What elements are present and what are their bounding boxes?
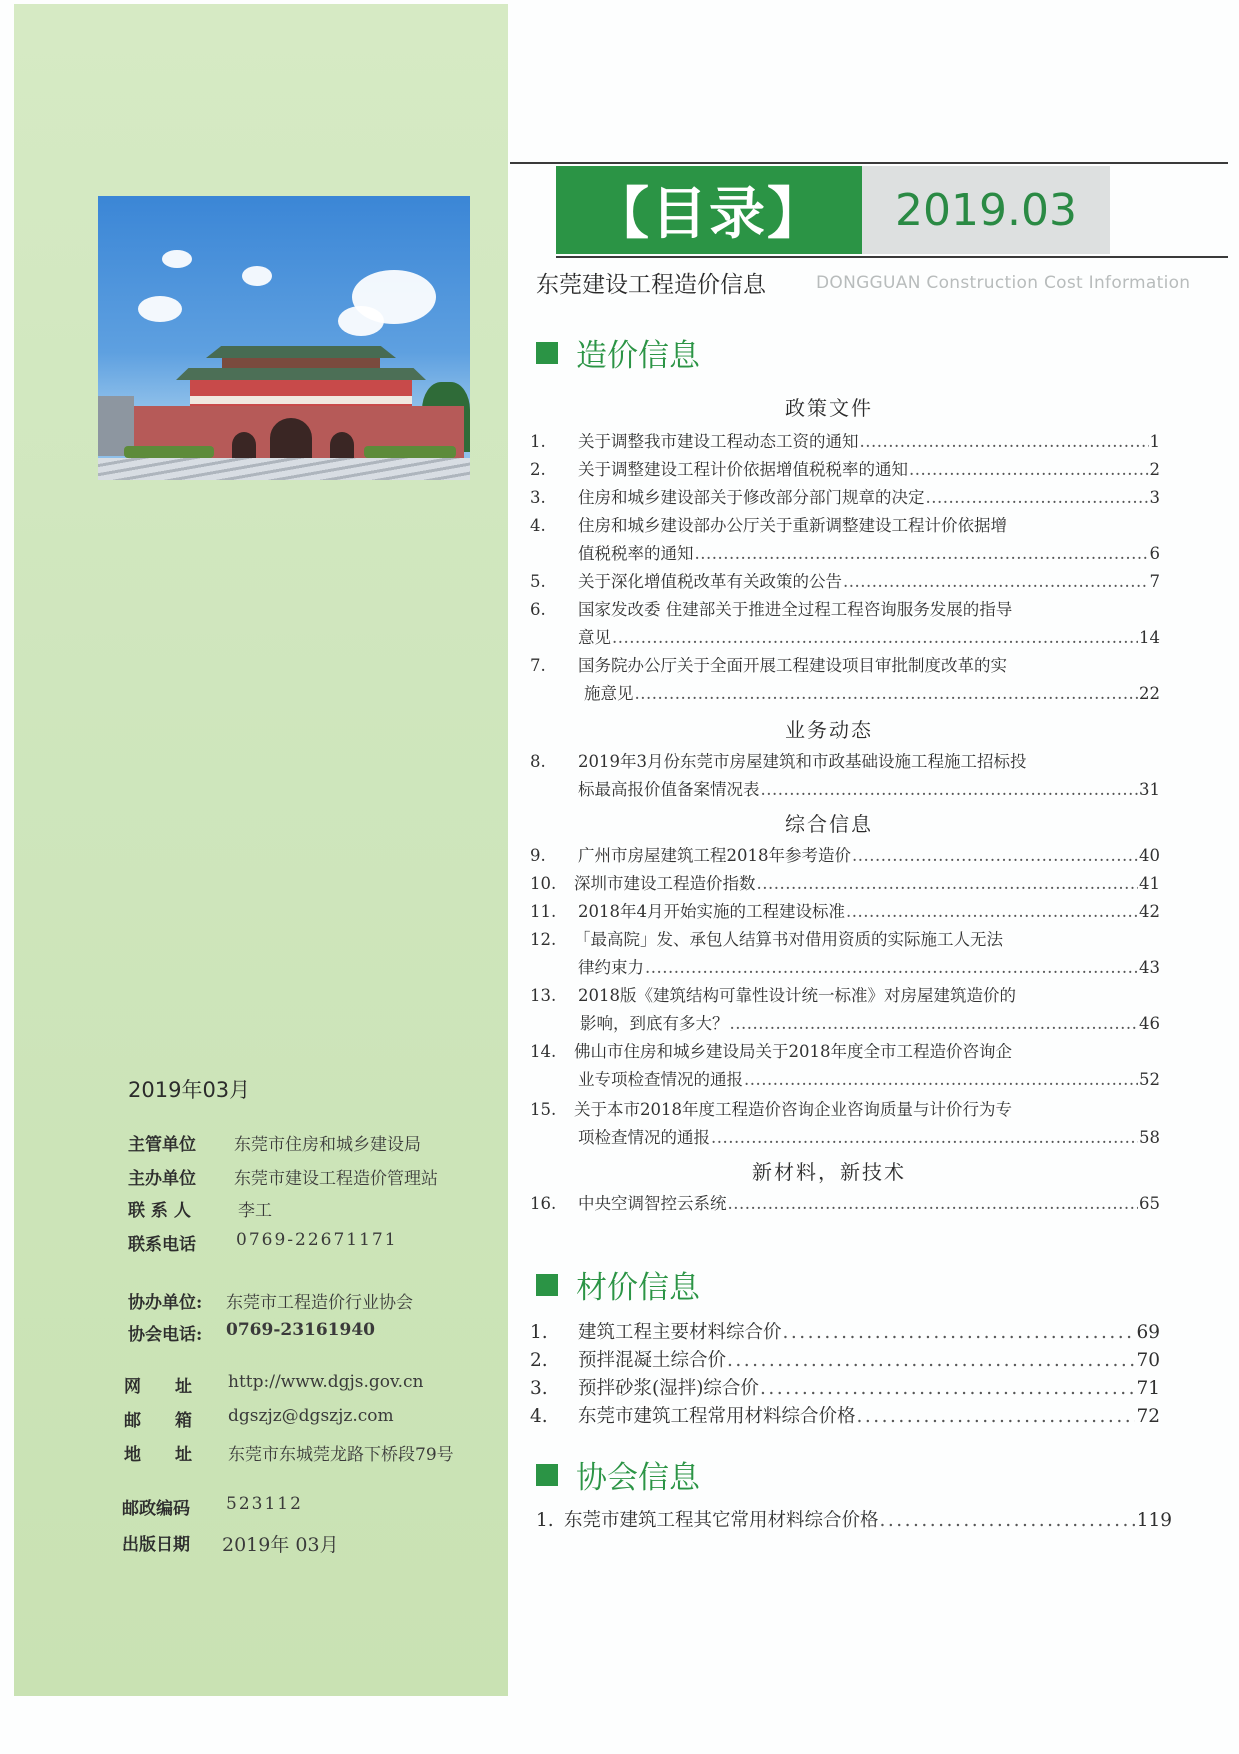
toc-entry[interactable]: 3. 预拌砂浆(湿拌)综合价 ..... 71 bbox=[530, 1374, 1160, 1400]
leader-dots bbox=[761, 780, 1139, 799]
toc-entry[interactable]: 7. 国务院办公厅关于全面开展工程建设项目审批制度改革的实 bbox=[530, 656, 1007, 675]
leader-dots bbox=[635, 684, 1139, 703]
toc-entry[interactable]: 4. 住房和城乡建设部办公厅关于重新调整建设工程计价依据增 bbox=[530, 516, 1007, 535]
magazine-title: 东莞建设工程造价信息 bbox=[536, 272, 766, 298]
hedge bbox=[364, 446, 456, 458]
magazine-title-en: DONGGUAN Construction Cost Information bbox=[816, 273, 1191, 293]
toc-entry-continued[interactable]: 影响，到底有多大？ ..... 46 bbox=[580, 1010, 1160, 1034]
gate-arch bbox=[330, 432, 354, 458]
toc-entry-continued[interactable]: 施意见 ..... 22 bbox=[584, 680, 1160, 704]
toc-entry-continued[interactable]: 值税税率的通知 ..... 6 bbox=[578, 540, 1160, 564]
leader-dots bbox=[843, 572, 1149, 591]
toc-entry[interactable]: 14. 佛山市住房和城乡建设局关于2018年度全市工程造价咨询企 bbox=[530, 1042, 1012, 1061]
toc-entry[interactable]: 15. 关于本市2018年度工程造价咨询企业咨询质量与计价行为专 bbox=[530, 1100, 1012, 1119]
toc-entry[interactable]: 16. 中央空调智控云系统 ..... 65 bbox=[530, 1190, 1160, 1214]
cover-issue-month: 2019年03月 bbox=[128, 1078, 251, 1102]
info-contact-person: 联 系 人 李工 bbox=[128, 1201, 272, 1221]
leader-dots bbox=[695, 544, 1149, 563]
cloud-shape bbox=[242, 266, 272, 286]
info-co-organizer: 协办单位: 东莞市工程造价行业协会 bbox=[128, 1293, 413, 1313]
info-postal-code: 邮政编码 523112 bbox=[122, 1494, 303, 1519]
leader-dots bbox=[645, 958, 1138, 977]
gate-upper-roof bbox=[206, 346, 396, 358]
cover-photo bbox=[98, 196, 470, 480]
green-square-icon bbox=[536, 342, 558, 364]
gate-arch bbox=[270, 418, 312, 458]
cloud-shape bbox=[162, 250, 192, 268]
subheading-general: 综合信息 bbox=[785, 812, 873, 836]
leader-dots bbox=[846, 902, 1138, 921]
info-contact-phone: 联系电话 0769-22671171 bbox=[128, 1230, 398, 1255]
leader-dots bbox=[711, 1128, 1138, 1147]
toc-entry-continued[interactable]: 意见 ..... 14 bbox=[578, 624, 1160, 648]
subheading-new-tech: 新材料，新技术 bbox=[752, 1160, 906, 1184]
cloud-shape bbox=[338, 306, 384, 336]
toc-entry[interactable]: 2. 关于调整建设工程计价依据增值税税率的通知 ..... 2 bbox=[530, 456, 1160, 480]
toc-entry[interactable]: 2. 预拌混凝土综合价 ..... 70 bbox=[530, 1346, 1160, 1372]
toc-entry[interactable]: 1. 建筑工程主要材料综合价 ..... 69 bbox=[530, 1318, 1160, 1344]
info-website: 网 址 http://www.dgjs.gov.cn bbox=[124, 1372, 424, 1397]
leader-dots bbox=[728, 1194, 1139, 1213]
gate-lower-roof bbox=[176, 368, 426, 380]
toc-entry-continued[interactable]: 标最高报价值备案情况表 ..... 31 bbox=[578, 776, 1160, 800]
toc-entry[interactable]: 1. 东莞市建筑工程其它常用材料综合价格 ..... 119 bbox=[536, 1506, 1172, 1532]
gate-arch bbox=[232, 432, 256, 458]
info-association-phone: 协会电话: 0769-23161940 bbox=[128, 1320, 375, 1345]
green-square-icon bbox=[536, 1464, 558, 1486]
info-publish-date: 出版日期 2019年 03月 bbox=[122, 1534, 339, 1556]
leader-dots bbox=[857, 1406, 1136, 1427]
toc-entry[interactable]: 12. 「最高院」发、承包人结算书对借用资质的实际施工人无法 bbox=[530, 930, 1003, 949]
toc-entry-continued[interactable]: 项检查情况的通报 ..... 58 bbox=[578, 1124, 1160, 1148]
info-supervisor: 主管单位 东莞市住房和城乡建设局 bbox=[128, 1135, 421, 1155]
issue-box: 2019.03 bbox=[862, 166, 1110, 254]
toc-entry[interactable]: 5. 关于深化增值税改革有关政策的公告 ..... 7 bbox=[530, 568, 1160, 592]
toc-entry-continued[interactable]: 业专项检查情况的通报 ..... 52 bbox=[578, 1066, 1160, 1090]
gate-railing bbox=[190, 396, 412, 404]
leader-dots bbox=[744, 1070, 1138, 1089]
leader-dots bbox=[926, 488, 1149, 507]
section-heading-cost-info: 造价信息 bbox=[536, 330, 700, 375]
header-bottom-rule bbox=[556, 256, 1228, 258]
info-email: 邮 箱 dgszjz@dgszjz.com bbox=[124, 1406, 394, 1431]
toc-entry[interactable]: 1. 关于调整我市建设工程动态工资的通知 ..... 1 bbox=[530, 428, 1160, 452]
leader-dots bbox=[730, 1014, 1139, 1033]
leader-dots bbox=[880, 1510, 1136, 1531]
website-link[interactable]: http://www.dgjs.gov.cn bbox=[228, 1372, 424, 1392]
leader-dots bbox=[760, 1378, 1136, 1399]
subheading-business: 业务动态 bbox=[785, 718, 873, 742]
leader-dots bbox=[909, 460, 1149, 479]
toc-entry-continued[interactable]: 律约束力 ..... 43 bbox=[578, 954, 1160, 978]
leader-dots bbox=[727, 1350, 1135, 1371]
leader-dots bbox=[612, 628, 1138, 647]
toc-entry[interactable]: 3. 住房和城乡建设部关于修改部分部门规章的决定 ..... 3 bbox=[530, 484, 1160, 508]
leader-dots bbox=[757, 874, 1139, 893]
info-address: 地 址 东莞市东城莞龙路下桥段79号 bbox=[124, 1445, 454, 1465]
toc-entry[interactable]: 9. 广州市房屋建筑工程2018年参考造价 ..... 40 bbox=[530, 842, 1160, 866]
toc-entry[interactable]: 4. 东莞市建筑工程常用材料综合价格 ..... 72 bbox=[530, 1402, 1160, 1428]
info-organizer: 主办单位 东莞市建设工程造价管理站 bbox=[128, 1169, 438, 1189]
plaza-ground bbox=[98, 458, 470, 480]
cloud-shape bbox=[138, 296, 182, 322]
toc-entry[interactable]: 13. 2018版《建筑结构可靠性设计统一标准》对房屋建筑造价的 bbox=[530, 986, 1016, 1005]
hedge bbox=[124, 446, 214, 458]
leader-dots bbox=[783, 1322, 1136, 1343]
green-square-icon bbox=[536, 1274, 558, 1296]
toc-entry[interactable]: 11. 2018年4月开始实施的工程建设标准 ..... 42 bbox=[530, 898, 1160, 922]
leader-dots bbox=[860, 432, 1149, 451]
toc-entry[interactable]: 10. 深圳市建设工程造价指数 ..... 41 bbox=[530, 870, 1160, 894]
toc-entry[interactable]: 6. 国家发改委 住建部关于推进全过程工程咨询服务发展的指导 bbox=[530, 600, 1013, 619]
header-top-rule bbox=[510, 162, 1228, 164]
email-link[interactable]: dgszjz@dgszjz.com bbox=[228, 1406, 394, 1426]
toc-entry[interactable]: 8. 2019年3月份东莞市房屋建筑和市政基础设施工程施工招标投 bbox=[530, 752, 1027, 771]
section-heading-material-price: 材价信息 bbox=[536, 1262, 700, 1307]
leader-dots bbox=[852, 846, 1138, 865]
subheading-policy: 政策文件 bbox=[785, 396, 873, 420]
toc-banner: 【目录】 bbox=[556, 166, 862, 254]
section-heading-association: 协会信息 bbox=[536, 1452, 700, 1497]
